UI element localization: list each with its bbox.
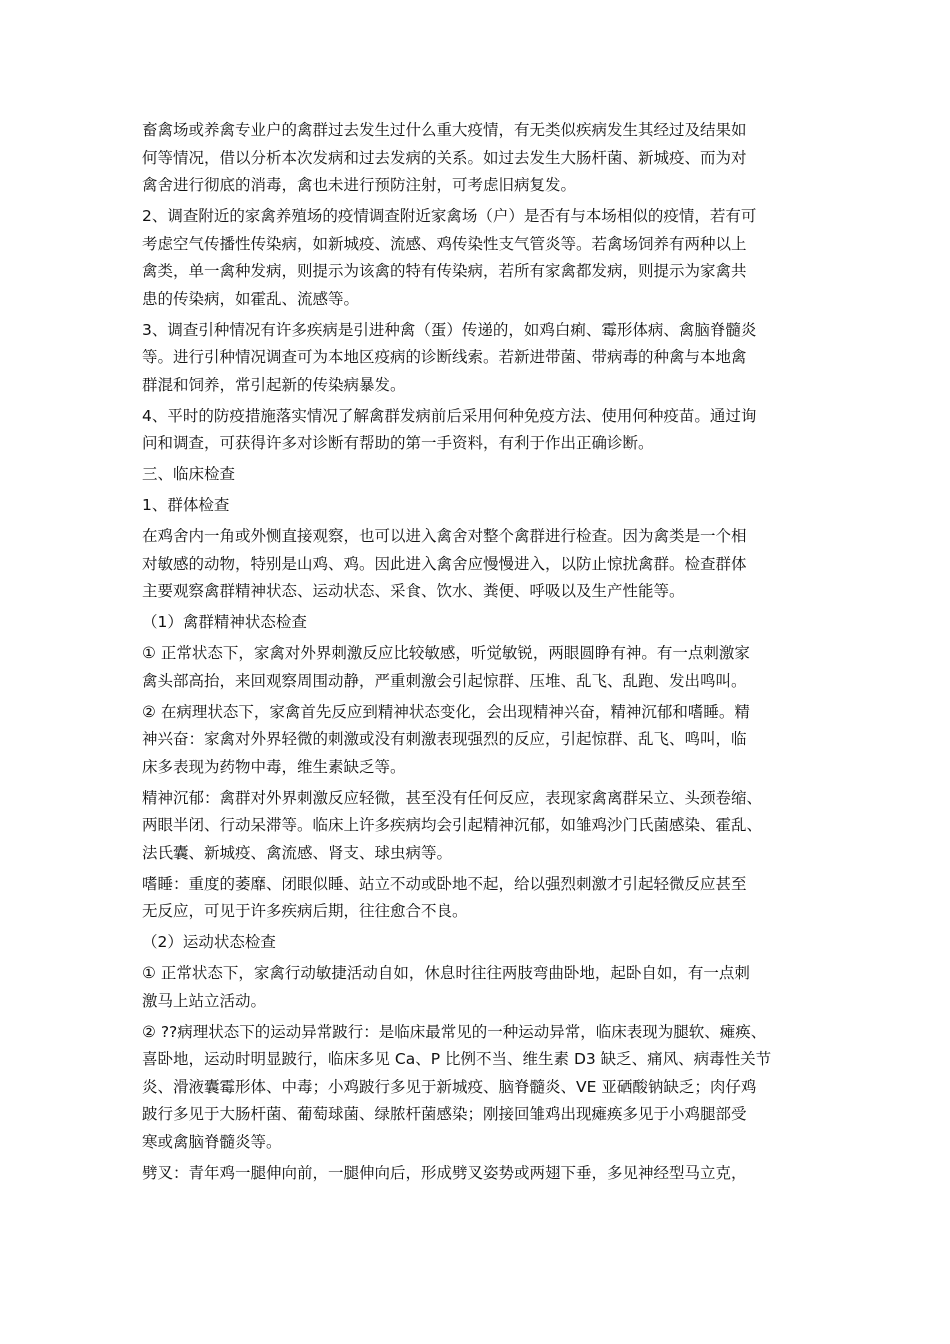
paragraph [142, 960, 832, 1015]
text-line: 法氏囊、新城疫、禽流感、肾支、球虫病等。 [142, 843, 453, 862]
text-line: 激马上站立活动。 [142, 991, 267, 1010]
text-line: 考虑空气传播性传染病，如新城疫、流感、鸡传染性支气管炎等。若禽场饲养有两种以上 [142, 234, 747, 253]
text-line: 三、临床检查 [142, 465, 236, 483]
text-line: 禽头部高抬，来回观察周围动静，严重刺激会引起惊群、压堆、乱飞、乱跑、发出鸣叫。 [142, 671, 747, 690]
paragraph [142, 203, 832, 313]
text-line: 1、群体检查 [142, 496, 230, 514]
text-line: ① 正常状态下，家禽行动敏捷活动自如，休息时往往两肢弯曲卧地，起卧自如，有一点刺 [142, 964, 750, 982]
text-line: 禽舍进行彻底的消毒，禽也未进行预防注射，可考虑旧病复发。 [142, 176, 577, 194]
paragraph [142, 1160, 832, 1188]
paragraph [142, 117, 832, 200]
text-line: 4、平时的防疫措施落实情况了解禽群发病前后采用何种免疫方法、使用何种疫苗。通过询 [142, 406, 757, 425]
text-line: 两眼半闭、行动呆滞等。临床上许多疾病均会引起精神沉郁，如雏鸡沙门氏菌感染、霍乱、 [142, 816, 763, 834]
text-line: 在鸡舍内一角或外恻直接观察，也可以进入禽舍对整个禽群进行检查。因为禽类是一个相 [142, 527, 747, 545]
text-line: 劈叉：青年鸡一腿伸向前，一腿伸向后，形成劈叉姿势或两翅下垂，多见神经型马立克， [142, 1163, 747, 1182]
paragraph [142, 609, 832, 637]
text-line: 畜禽场或养禽专业户的禽群过去发生过什么重大疫情，有无类似疾病发生其经过及结果如 [142, 121, 747, 139]
text-line: 对敏感的动物，特别是山鸡、鸡。因此进入禽舍应慢慢进入，以防止惊扰禽群。检查群体 [142, 554, 747, 573]
text-line: 跛行多见于大肠杆菌、葡萄球菌、绿脓杆菌感染；刚接回雏鸡出现瘫痪多见于小鸡腿部受 [142, 1105, 747, 1123]
text-line: 寒或禽脑脊髓炎等。 [142, 1132, 282, 1151]
text-line: 主要观察禽群精神状态、运动状态、采食、饮水、粪便、呼吸以及生产性能等。 [142, 582, 685, 600]
text-line: 喜卧地，运动时明显跛行，临床多见 Ca、P 比例不当、维生素 D3 缺乏、痛风、病毒性关节 [142, 1050, 772, 1068]
text-line: ② ??病理状态下的运动异常跛行：是临床最常见的一种运动异常，临床表现为腿软、瘫痪、 [142, 1022, 767, 1041]
text-line: 嗜睡：重度的萎靡、闭眼似睡、站立不动或卧地不起，给以强烈刺激才引起轻微反应甚至 [142, 874, 747, 893]
text-line: 床多表现为药物中毒，维生素缺乏等。 [142, 757, 406, 776]
text-line: ① 正常状态下，家禽对外界刺激反应比较敏感，听觉敏锐，两眼圆睁有神。有一点刺激家 [142, 644, 750, 662]
text-line: 问和调查，可获得许多对诊断有帮助的第一手资料，有利于作出正确诊断。 [142, 434, 654, 452]
document-page [142, 117, 832, 1191]
text-line: 何等情况，借以分析本次发病和过去发病的关系。如过去发生大肠杆菌、新城疫、而为对 [142, 148, 747, 167]
text-line: 3、调查引种情况有许多疾病是引进种禽（蛋）传递的，如鸡白痢、霉形体病、禽脑脊髓炎 [142, 320, 757, 339]
paragraph [142, 871, 832, 926]
text-line: 神兴奋：家禽对外界轻微的刺激或没有刺激表现强烈的反应，引起惊群、乱飞、鸣叫，临 [142, 730, 747, 748]
paragraph [142, 640, 832, 695]
text-line: 无反应，可见于许多疾病后期，往往愈合不良。 [142, 902, 468, 920]
paragraph [142, 461, 832, 489]
paragraph [142, 929, 832, 957]
paragraph [142, 785, 832, 868]
text-line: 患的传染病，如霍乱、流感等。 [142, 289, 360, 308]
text-line: 禽类，单一禽种发病，则提示为该禽的特有传染病，若所有家禽都发病，则提示为家禽共 [142, 262, 747, 280]
text-line: 群混和饲养，常引起新的传染病暴发。 [142, 375, 406, 394]
paragraph [142, 523, 832, 606]
text-line: （2）运动状态检查 [142, 933, 276, 951]
text-line: 2、调查附近的家禽养殖场的疫情调查附近家禽场（户）是否有与本场相似的疫情，若有可 [142, 207, 757, 225]
paragraph [142, 492, 832, 520]
text-line: 精神沉郁：禽群对外界刺激反应轻微，甚至没有任何反应，表现家禽离群呆立、头颈卷缩、 [142, 788, 763, 807]
text-line: 炎、滑液囊霉形体、中毒；小鸡跛行多见于新城疫、脑脊髓炎、VE 亚硒酸钠缺乏；肉仔鸡 [142, 1077, 757, 1096]
paragraph [142, 403, 832, 458]
text-line: ② 在病理状态下，家禽首先反应到精神状态变化，会出现精神兴奋，精神沉郁和嗜睡。精 [142, 702, 750, 721]
paragraph [142, 317, 832, 400]
text-line: （1）禽群精神状态检查 [142, 613, 307, 631]
paragraph [142, 699, 832, 782]
paragraph [142, 1019, 832, 1157]
text-line: 等。进行引种情况调查可为本地区疫病的诊断线索。若新进带菌、带病毒的种禽与本地禽 [142, 348, 747, 366]
